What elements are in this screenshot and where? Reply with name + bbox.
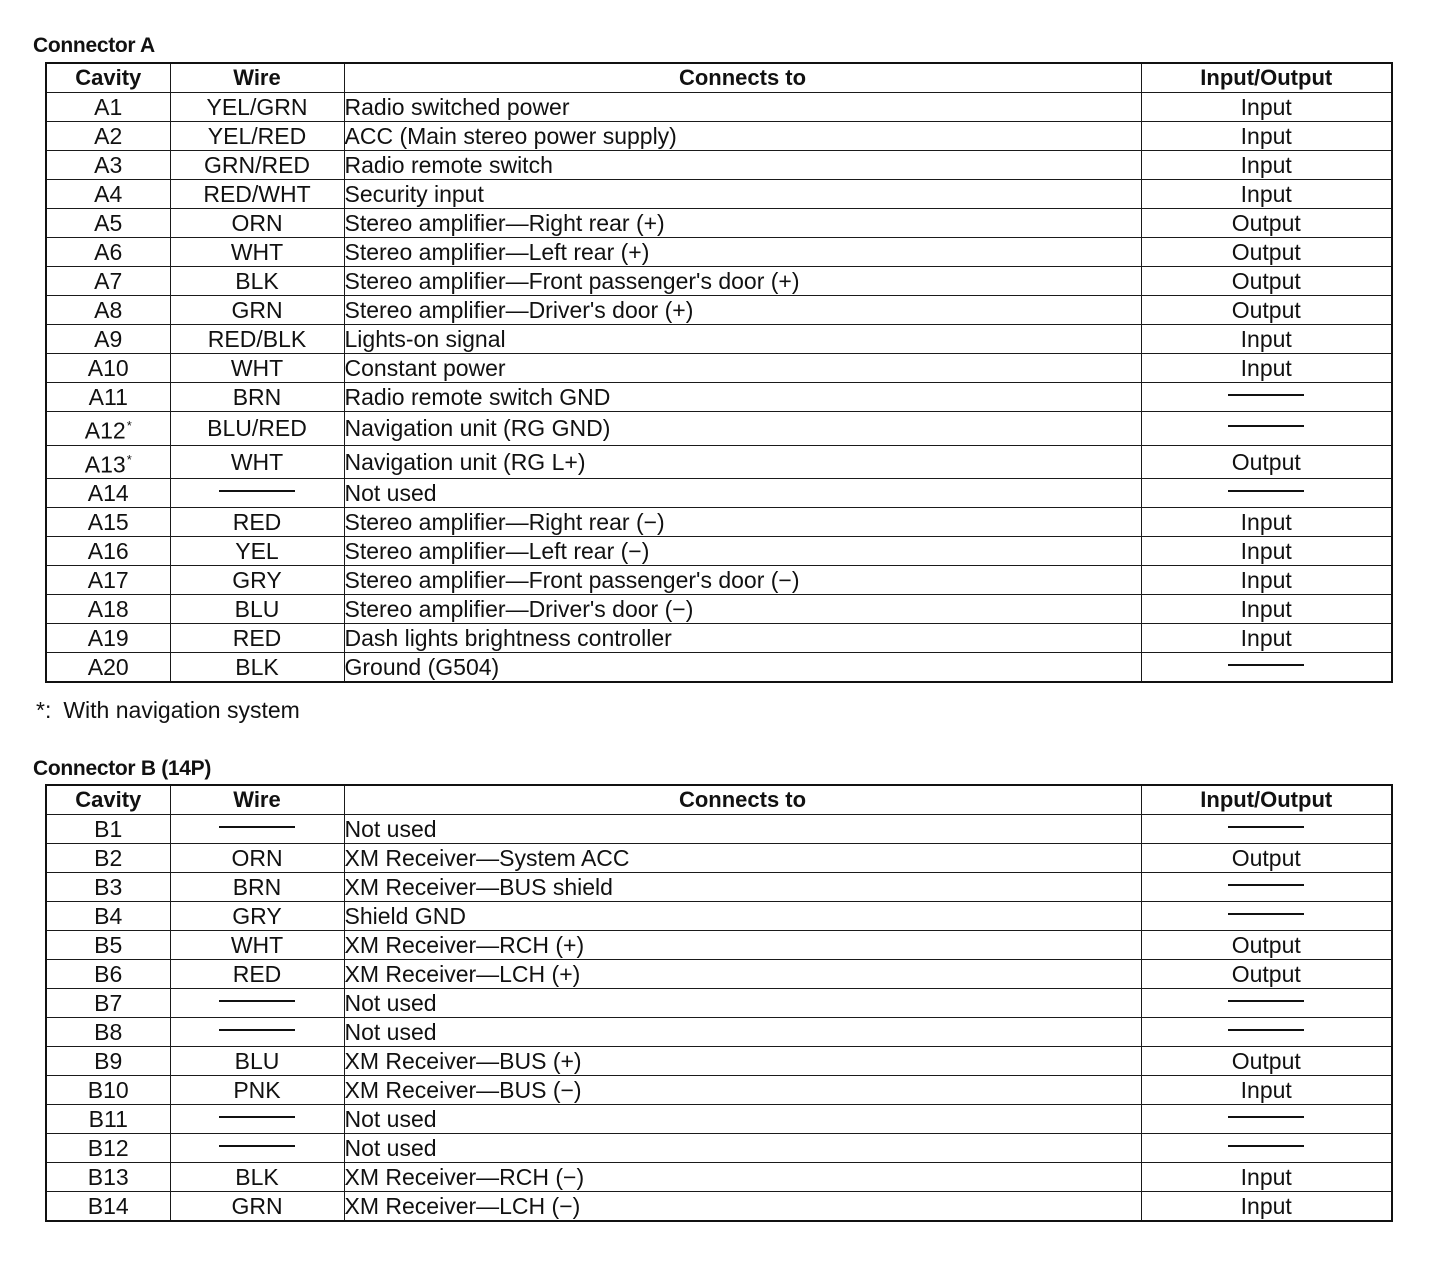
wire-cell: BLK — [170, 267, 344, 296]
dash-mark — [1228, 1116, 1304, 1118]
wire-cell: BRN — [170, 383, 344, 412]
connects-to-cell: Stereo amplifier—Left rear (−) — [344, 537, 1141, 566]
connects-to-cell: Not used — [344, 1018, 1141, 1047]
header-cavity: Cavity — [46, 63, 170, 93]
table-row — [46, 1163, 1392, 1192]
cavity-cell: A16 — [46, 537, 170, 566]
input-output-cell — [1141, 873, 1392, 902]
dash-mark — [219, 1116, 295, 1118]
table-row — [46, 653, 1392, 683]
input-output-cell: Input — [1141, 1192, 1392, 1222]
cavity-cell: B12 — [46, 1134, 170, 1163]
table-row — [46, 1134, 1392, 1163]
wire-cell: YEL/GRN — [170, 93, 344, 122]
cavity-cell: A19 — [46, 624, 170, 653]
input-output-cell: Output — [1141, 296, 1392, 325]
input-output-cell: Output — [1141, 844, 1392, 873]
cavity-cell: B1 — [46, 815, 170, 844]
input-output-cell: Output — [1141, 1047, 1392, 1076]
table-row — [46, 151, 1392, 180]
connects-to-cell: Shield GND — [344, 902, 1141, 931]
cavity-cell: A20 — [46, 653, 170, 683]
wire-cell — [170, 815, 344, 844]
wire-cell: RED/BLK — [170, 325, 344, 354]
table-row — [46, 93, 1392, 122]
connects-to-cell: Not used — [344, 815, 1141, 844]
table-row — [46, 354, 1392, 383]
connects-to-cell: Not used — [344, 479, 1141, 508]
table-row — [46, 325, 1392, 354]
cavity-cell: B7 — [46, 989, 170, 1018]
table-row — [46, 479, 1392, 508]
input-output-cell: Input — [1141, 566, 1392, 595]
header-wire: Wire — [170, 785, 344, 815]
input-output-cell: Output — [1141, 267, 1392, 296]
input-output-cell: Output — [1141, 238, 1392, 267]
table-row — [46, 595, 1392, 624]
input-output-cell: Output — [1141, 209, 1392, 238]
connects-to-cell: XM Receiver—LCH (+) — [344, 960, 1141, 989]
wire-cell: RED — [170, 624, 344, 653]
cavity-cell: A15 — [46, 508, 170, 537]
cavity-cell: B5 — [46, 931, 170, 960]
cavity-cell: B3 — [46, 873, 170, 902]
table-row — [46, 1047, 1392, 1076]
input-output-cell: Input — [1141, 624, 1392, 653]
dash-mark — [219, 490, 295, 492]
wire-cell: GRY — [170, 902, 344, 931]
table-row — [46, 383, 1392, 412]
connects-to-cell: XM Receiver—LCH (−) — [344, 1192, 1141, 1222]
cavity-cell: A11 — [46, 383, 170, 412]
wire-cell — [170, 1105, 344, 1134]
connects-to-cell: Security input — [344, 180, 1141, 209]
cavity-cell: A4 — [46, 180, 170, 209]
connects-to-cell: Navigation unit (RG L+) — [344, 445, 1141, 479]
connects-to-cell: Lights-on signal — [344, 325, 1141, 354]
table-row — [46, 566, 1392, 595]
wire-cell: RED — [170, 960, 344, 989]
table-header-row — [46, 63, 1392, 93]
cavity-cell: B11 — [46, 1105, 170, 1134]
header-connects-to: Connects to — [344, 63, 1141, 93]
connects-to-cell: XM Receiver—System ACC — [344, 844, 1141, 873]
connector-a-table — [45, 62, 1393, 683]
cavity-cell: B2 — [46, 844, 170, 873]
table-row — [46, 267, 1392, 296]
navigation-asterisk: * — [126, 451, 132, 467]
cavity-cell: B14 — [46, 1192, 170, 1222]
connects-to-cell: Stereo amplifier—Left rear (+) — [344, 238, 1141, 267]
cavity-cell: A2 — [46, 122, 170, 151]
cavity-cell: A3 — [46, 151, 170, 180]
cavity-cell: A10 — [46, 354, 170, 383]
table-row — [46, 180, 1392, 209]
input-output-cell: Input — [1141, 93, 1392, 122]
cavity-cell: A9 — [46, 325, 170, 354]
table-row — [46, 902, 1392, 931]
connects-to-cell: XM Receiver—RCH (−) — [344, 1163, 1141, 1192]
wire-cell: WHT — [170, 445, 344, 479]
wire-cell: GRN/RED — [170, 151, 344, 180]
cavity-cell: A6 — [46, 238, 170, 267]
footnote — [36, 697, 300, 724]
cavity-cell: A14 — [46, 479, 170, 508]
connects-to-cell: XM Receiver—BUS shield — [344, 873, 1141, 902]
wire-cell: BRN — [170, 873, 344, 902]
input-output-cell — [1141, 989, 1392, 1018]
wire-cell: ORN — [170, 209, 344, 238]
table-row — [46, 296, 1392, 325]
input-output-cell: Input — [1141, 595, 1392, 624]
connects-to-cell: Radio switched power — [344, 93, 1141, 122]
input-output-cell — [1141, 383, 1392, 412]
wire-cell: YEL — [170, 537, 344, 566]
header-input-output: Input/Output — [1141, 785, 1392, 815]
cavity-cell: A5 — [46, 209, 170, 238]
connects-to-cell: Stereo amplifier—Front passenger's door (+) — [344, 267, 1141, 296]
dash-mark — [1228, 1029, 1304, 1031]
connects-to-cell: XM Receiver—BUS (+) — [344, 1047, 1141, 1076]
wire-cell: BLU/RED — [170, 412, 344, 446]
wire-cell: RED — [170, 508, 344, 537]
table-row — [46, 122, 1392, 151]
dash-mark — [1228, 826, 1304, 828]
wire-cell — [170, 989, 344, 1018]
input-output-cell — [1141, 902, 1392, 931]
header-connects-to: Connects to — [344, 785, 1141, 815]
connects-to-cell: Stereo amplifier—Right rear (−) — [344, 508, 1141, 537]
dash-mark — [1228, 394, 1304, 396]
table-row — [46, 238, 1392, 267]
table-row — [46, 989, 1392, 1018]
connects-to-cell: Constant power — [344, 354, 1141, 383]
table-row — [46, 508, 1392, 537]
wire-cell: WHT — [170, 931, 344, 960]
cavity-cell: B10 — [46, 1076, 170, 1105]
table-row — [46, 960, 1392, 989]
input-output-cell: Output — [1141, 931, 1392, 960]
dash-mark — [1228, 1145, 1304, 1147]
input-output-cell: Output — [1141, 960, 1392, 989]
wire-cell: BLK — [170, 653, 344, 683]
input-output-cell — [1141, 1105, 1392, 1134]
cavity-cell: B13 — [46, 1163, 170, 1192]
wire-cell: WHT — [170, 238, 344, 267]
connector-b-title: Connector B (14P) — [33, 757, 212, 780]
connects-to-cell: Navigation unit (RG GND) — [344, 412, 1141, 446]
wire-cell — [170, 1018, 344, 1047]
dash-mark — [219, 1000, 295, 1002]
input-output-cell — [1141, 412, 1392, 446]
dash-mark — [219, 1029, 295, 1031]
table-row — [46, 1105, 1392, 1134]
input-output-cell: Input — [1141, 537, 1392, 566]
wire-cell: RED/WHT — [170, 180, 344, 209]
connects-to-cell: Not used — [344, 1134, 1141, 1163]
table-row — [46, 815, 1392, 844]
table-row — [46, 1076, 1392, 1105]
header-input-output: Input/Output — [1141, 63, 1392, 93]
wire-cell: BLK — [170, 1163, 344, 1192]
wire-cell: YEL/RED — [170, 122, 344, 151]
connects-to-cell: ACC (Main stereo power supply) — [344, 122, 1141, 151]
wire-cell — [170, 479, 344, 508]
header-cavity: Cavity — [46, 785, 170, 815]
wire-cell: PNK — [170, 1076, 344, 1105]
table-header-row — [46, 785, 1392, 815]
input-output-cell: Input — [1141, 122, 1392, 151]
footnote-text: With navigation system — [63, 697, 300, 723]
input-output-cell: Input — [1141, 180, 1392, 209]
connects-to-cell: Not used — [344, 989, 1141, 1018]
dash-mark — [219, 1145, 295, 1147]
input-output-cell — [1141, 479, 1392, 508]
table-row — [46, 624, 1392, 653]
connects-to-cell: Radio remote switch — [344, 151, 1141, 180]
table-row — [46, 209, 1392, 238]
cavity-cell: A13* — [46, 445, 170, 479]
input-output-cell — [1141, 815, 1392, 844]
connects-to-cell: Not used — [344, 1105, 1141, 1134]
table-row — [46, 1018, 1392, 1047]
input-output-cell: Input — [1141, 151, 1392, 180]
input-output-cell: Input — [1141, 325, 1392, 354]
connects-to-cell: XM Receiver—BUS (−) — [344, 1076, 1141, 1105]
input-output-cell — [1141, 653, 1392, 683]
footnote-marker: *: — [36, 697, 52, 723]
dash-mark — [1228, 425, 1304, 427]
input-output-cell: Input — [1141, 1163, 1392, 1192]
connects-to-cell: Stereo amplifier—Driver's door (+) — [344, 296, 1141, 325]
dash-mark — [219, 826, 295, 828]
cavity-cell: B9 — [46, 1047, 170, 1076]
wire-cell: GRN — [170, 1192, 344, 1222]
table-row — [46, 537, 1392, 566]
connects-to-cell: Dash lights brightness controller — [344, 624, 1141, 653]
input-output-cell: Output — [1141, 445, 1392, 479]
input-output-cell: Input — [1141, 508, 1392, 537]
connects-to-cell: XM Receiver—RCH (+) — [344, 931, 1141, 960]
cavity-cell: A18 — [46, 595, 170, 624]
table-row — [46, 931, 1392, 960]
table-row — [46, 445, 1392, 479]
connects-to-cell: Ground (G504) — [344, 653, 1141, 683]
input-output-cell: Input — [1141, 1076, 1392, 1105]
input-output-cell — [1141, 1018, 1392, 1047]
navigation-asterisk: * — [126, 418, 132, 433]
cavity-cell: B4 — [46, 902, 170, 931]
wire-cell: ORN — [170, 844, 344, 873]
wire-cell: BLU — [170, 1047, 344, 1076]
dash-mark — [1228, 490, 1304, 492]
table-row — [46, 1192, 1392, 1222]
connects-to-cell: Stereo amplifier—Right rear (+) — [344, 209, 1141, 238]
wire-cell: GRY — [170, 566, 344, 595]
wire-cell: BLU — [170, 595, 344, 624]
dash-mark — [1228, 884, 1304, 886]
wire-cell — [170, 1134, 344, 1163]
input-output-cell: Input — [1141, 354, 1392, 383]
cavity-cell: A7 — [46, 267, 170, 296]
table-row — [46, 873, 1392, 902]
cavity-cell: A8 — [46, 296, 170, 325]
connects-to-cell: Stereo amplifier—Front passenger's door (−) — [344, 566, 1141, 595]
cavity-cell: B6 — [46, 960, 170, 989]
table-row — [46, 844, 1392, 873]
dash-mark — [1228, 913, 1304, 915]
dash-mark — [1228, 664, 1304, 666]
connector-a-title: Connector A — [33, 34, 155, 57]
wire-cell: GRN — [170, 296, 344, 325]
cavity-cell: B8 — [46, 1018, 170, 1047]
connects-to-cell: Radio remote switch GND — [344, 383, 1141, 412]
cavity-cell: A12* — [46, 412, 170, 446]
cavity-cell: A1 — [46, 93, 170, 122]
cavity-cell: A17 — [46, 566, 170, 595]
connects-to-cell: Stereo amplifier—Driver's door (−) — [344, 595, 1141, 624]
header-wire: Wire — [170, 63, 344, 93]
input-output-cell — [1141, 1134, 1392, 1163]
connector-b-table — [45, 784, 1393, 1222]
table-row — [46, 412, 1392, 446]
dash-mark — [1228, 1000, 1304, 1002]
wire-cell: WHT — [170, 354, 344, 383]
